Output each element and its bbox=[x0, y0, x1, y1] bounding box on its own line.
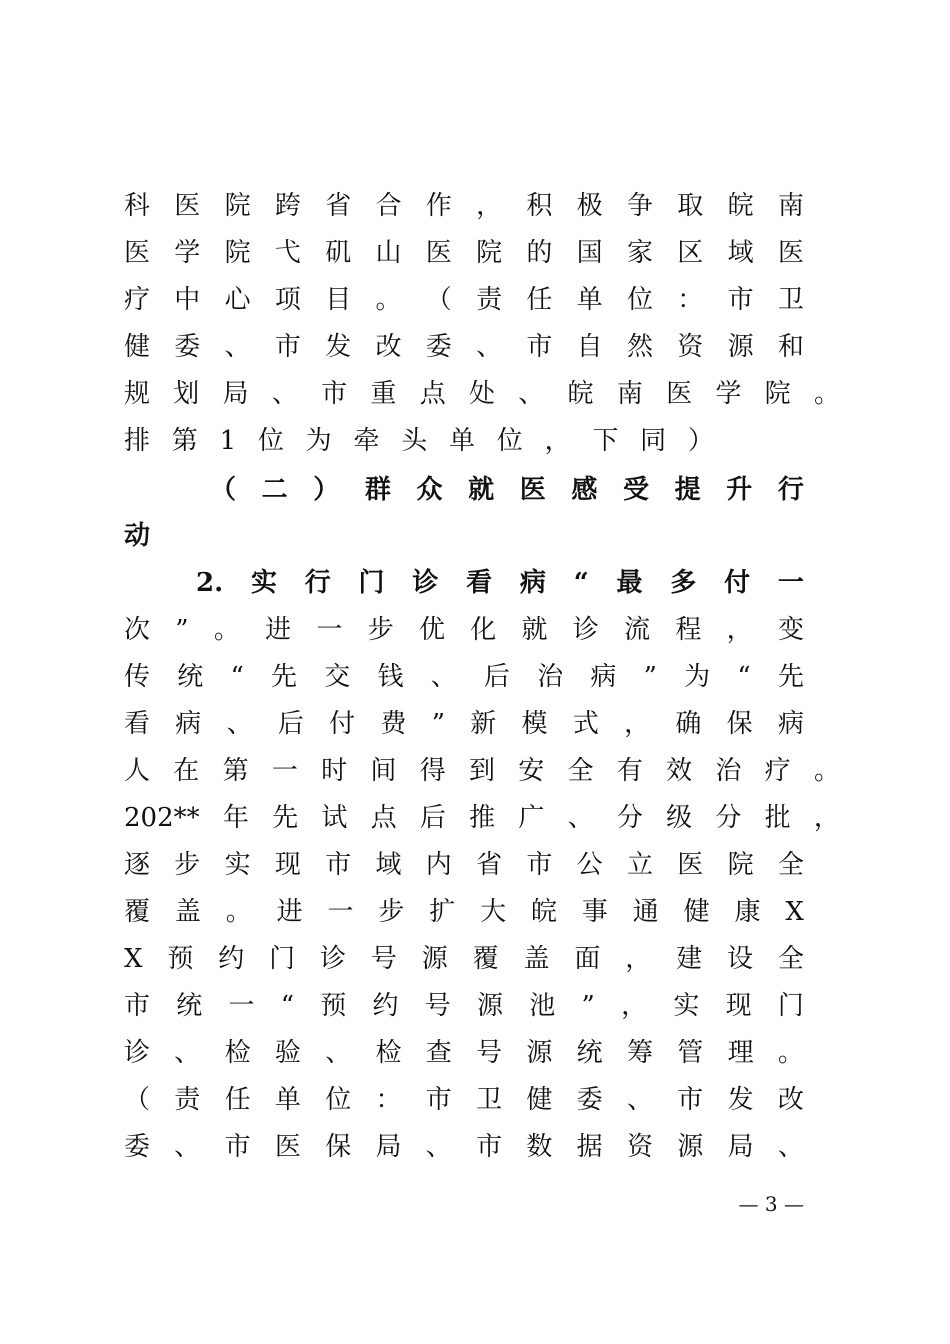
glyph: 健 bbox=[124, 332, 151, 362]
glyph: 头 bbox=[401, 426, 428, 456]
body-line-14 bbox=[124, 798, 840, 838]
glyph: 全 bbox=[567, 756, 594, 786]
glyph: 域 bbox=[375, 850, 402, 880]
body-line-20 bbox=[124, 1080, 804, 1120]
glyph: 费 bbox=[380, 709, 407, 739]
glyph: 大 bbox=[480, 897, 507, 927]
glyph: 2. bbox=[196, 568, 224, 598]
body-line-11 bbox=[124, 657, 804, 697]
glyph: 预 bbox=[320, 991, 347, 1021]
glyph: 项 bbox=[274, 285, 301, 315]
glyph: 市 bbox=[727, 285, 754, 315]
glyph: 院 bbox=[224, 238, 251, 268]
glyph: 行 bbox=[777, 475, 804, 505]
glyph: 。 bbox=[777, 1038, 804, 1068]
glyph: 资 bbox=[626, 1132, 653, 1162]
glyph: 位 bbox=[626, 285, 653, 315]
glyph: 一 bbox=[228, 991, 255, 1021]
glyph: 扩 bbox=[429, 897, 456, 927]
glyph: ， bbox=[625, 944, 652, 974]
glyph: 源 bbox=[727, 332, 754, 362]
glyph: 推 bbox=[469, 803, 496, 833]
glyph: 医 bbox=[519, 475, 546, 505]
glyph: 202** bbox=[124, 803, 200, 833]
glyph: 委 bbox=[124, 1132, 151, 1162]
glyph: ， bbox=[813, 803, 840, 833]
glyph: 试 bbox=[321, 803, 348, 833]
glyph: 市 bbox=[325, 850, 352, 880]
glyph: 市 bbox=[124, 991, 151, 1021]
glyph: 化 bbox=[470, 615, 497, 645]
glyph: 改 bbox=[777, 1085, 804, 1115]
glyph: 诊 bbox=[320, 944, 347, 974]
glyph: 域 bbox=[727, 238, 754, 268]
glyph: 排 bbox=[124, 426, 151, 456]
glyph: ” bbox=[175, 615, 189, 645]
glyph: 群 bbox=[364, 475, 391, 505]
item-heading-line bbox=[196, 563, 804, 603]
glyph: 市 bbox=[677, 1085, 704, 1115]
glyph: 流 bbox=[624, 615, 651, 645]
glyph: 。 bbox=[375, 285, 402, 315]
glyph: 验 bbox=[274, 1038, 301, 1068]
glyph: 门 bbox=[269, 944, 296, 974]
glyph: 人 bbox=[124, 756, 151, 786]
glyph: 健 bbox=[526, 1085, 553, 1115]
glyph: 院 bbox=[727, 850, 754, 880]
body-line-13 bbox=[124, 751, 840, 791]
glyph: 院 bbox=[224, 191, 251, 221]
glyph: 南 bbox=[616, 379, 643, 409]
glyph: 市 bbox=[224, 1132, 251, 1162]
glyph: 同 bbox=[640, 426, 667, 456]
glyph: 科 bbox=[124, 191, 151, 221]
glyph: 源 bbox=[477, 991, 504, 1021]
glyph: X bbox=[124, 944, 143, 974]
glyph: 规 bbox=[124, 379, 151, 409]
glyph: 批 bbox=[764, 803, 791, 833]
glyph: ， bbox=[624, 709, 651, 739]
glyph: 治 bbox=[537, 662, 564, 692]
glyph: 市 bbox=[476, 1132, 503, 1162]
glyph: 医 bbox=[124, 238, 151, 268]
glyph: 病 bbox=[519, 568, 546, 598]
glyph: 第 bbox=[171, 426, 198, 456]
glyph: 皖 bbox=[727, 191, 754, 221]
glyph: 级 bbox=[666, 803, 693, 833]
glyph: 发 bbox=[325, 332, 352, 362]
glyph: 号 bbox=[424, 991, 451, 1021]
glyph: 通 bbox=[632, 897, 659, 927]
glyph: 为 bbox=[684, 662, 711, 692]
glyph: 行 bbox=[304, 568, 331, 598]
glyph: 有 bbox=[616, 756, 643, 786]
glyph: 次 bbox=[124, 615, 151, 645]
glyph: 管 bbox=[677, 1038, 704, 1068]
glyph: 划 bbox=[173, 379, 200, 409]
glyph: 学 bbox=[174, 238, 201, 268]
glyph: （ bbox=[124, 1085, 151, 1115]
glyph: 保 bbox=[726, 709, 753, 739]
body-line-2 bbox=[124, 233, 804, 273]
glyph: 心 bbox=[224, 285, 251, 315]
glyph: 牵 bbox=[353, 426, 380, 456]
glyph: 受 bbox=[623, 475, 650, 505]
glyph: 院 bbox=[476, 238, 503, 268]
glyph: 盖 bbox=[174, 897, 201, 927]
glyph: 位 bbox=[496, 426, 523, 456]
glyph: 理 bbox=[727, 1038, 754, 1068]
glyph: 覆 bbox=[124, 897, 151, 927]
glyph: 病 bbox=[777, 709, 804, 739]
glyph: 后 bbox=[419, 803, 446, 833]
glyph: 市 bbox=[274, 332, 301, 362]
glyph: 现 bbox=[725, 991, 752, 1021]
glyph: 先 bbox=[777, 662, 804, 692]
glyph: 盖 bbox=[523, 944, 550, 974]
body-line-17 bbox=[124, 939, 804, 979]
glyph: 模 bbox=[521, 709, 548, 739]
glyph: 矶 bbox=[325, 238, 352, 268]
glyph: 南 bbox=[777, 191, 804, 221]
glyph: 积 bbox=[526, 191, 553, 221]
glyph: 变 bbox=[777, 615, 804, 645]
glyph: ： bbox=[677, 285, 704, 315]
glyph: 程 bbox=[675, 615, 702, 645]
glyph: 一 bbox=[777, 568, 804, 598]
glyph: 时 bbox=[321, 756, 348, 786]
glyph: 先 bbox=[272, 803, 299, 833]
glyph: 、 bbox=[224, 332, 251, 362]
glyph: 查 bbox=[425, 1038, 452, 1068]
glyph: 委 bbox=[576, 1085, 603, 1115]
glyph: 号 bbox=[476, 1038, 503, 1068]
glyph: 、 bbox=[626, 1085, 653, 1115]
body-line-1 bbox=[124, 186, 804, 226]
glyph: 然 bbox=[626, 332, 653, 362]
glyph: 单 bbox=[576, 285, 603, 315]
glyph: 实 bbox=[673, 991, 700, 1021]
glyph: 任 bbox=[526, 285, 553, 315]
glyph: 、 bbox=[518, 379, 545, 409]
glyph: 效 bbox=[666, 756, 693, 786]
glyph: 检 bbox=[224, 1038, 251, 1068]
glyph: 步 bbox=[174, 850, 201, 880]
glyph: 点 bbox=[419, 379, 446, 409]
glyph: （ bbox=[210, 475, 237, 505]
glyph: 的 bbox=[526, 238, 553, 268]
glyph: 后 bbox=[277, 709, 304, 739]
glyph: 源 bbox=[677, 1132, 704, 1162]
glyph: 就 bbox=[521, 615, 548, 645]
body-line-6 bbox=[124, 421, 714, 461]
glyph: 门 bbox=[777, 991, 804, 1021]
glyph: 位 bbox=[325, 1085, 352, 1115]
glyph: 全 bbox=[777, 944, 804, 974]
body-line-15 bbox=[124, 845, 804, 885]
glyph: 门 bbox=[358, 568, 385, 598]
body-line-21 bbox=[124, 1127, 804, 1167]
glyph: ， bbox=[544, 426, 571, 456]
glyph: 传 bbox=[124, 662, 151, 692]
glyph: 一 bbox=[271, 756, 298, 786]
glyph: 市 bbox=[321, 379, 348, 409]
glyph: 先 bbox=[270, 662, 297, 692]
glyph: 分 bbox=[715, 803, 742, 833]
glyph: 局 bbox=[222, 379, 249, 409]
glyph: ” bbox=[431, 709, 445, 739]
glyph: 约 bbox=[372, 991, 399, 1021]
glyph: 进 bbox=[265, 615, 292, 645]
glyph: 交 bbox=[324, 662, 351, 692]
glyph: 重 bbox=[370, 379, 397, 409]
glyph: 责 bbox=[174, 1085, 201, 1115]
glyph: 跨 bbox=[274, 191, 301, 221]
glyph: 目 bbox=[325, 285, 352, 315]
glyph: ， bbox=[476, 191, 503, 221]
glyph: ： bbox=[375, 1085, 402, 1115]
glyph: 众 bbox=[416, 475, 443, 505]
glyph: 院 bbox=[764, 379, 791, 409]
glyph: 治 bbox=[715, 756, 742, 786]
glyph: 1 bbox=[219, 426, 237, 456]
glyph: 设 bbox=[727, 944, 754, 974]
glyph: 。 bbox=[213, 615, 240, 645]
glyph: 自 bbox=[576, 332, 603, 362]
glyph: 、 bbox=[325, 1038, 352, 1068]
body-line-16 bbox=[124, 892, 804, 932]
glyph: 号 bbox=[370, 944, 397, 974]
glyph: 一 bbox=[316, 615, 343, 645]
glyph: 就 bbox=[468, 475, 495, 505]
glyph: 区 bbox=[677, 238, 704, 268]
glyph: 感 bbox=[571, 475, 598, 505]
glyph: 皖 bbox=[567, 379, 594, 409]
body-line-12 bbox=[124, 704, 804, 744]
glyph: 步 bbox=[367, 615, 394, 645]
glyph: 、 bbox=[226, 709, 253, 739]
glyph: 全 bbox=[777, 850, 804, 880]
glyph: 广 bbox=[518, 803, 545, 833]
glyph: 数 bbox=[526, 1132, 553, 1162]
glyph: 。 bbox=[225, 897, 252, 927]
glyph: （ bbox=[425, 285, 452, 315]
glyph: 进 bbox=[276, 897, 303, 927]
glyph: 第 bbox=[222, 756, 249, 786]
section-heading-line-2: 动 bbox=[124, 521, 151, 551]
glyph: 据 bbox=[576, 1132, 603, 1162]
glyph: 责 bbox=[476, 285, 503, 315]
glyph: 确 bbox=[675, 709, 702, 739]
glyph: 筹 bbox=[626, 1038, 653, 1068]
glyph: 步 bbox=[378, 897, 405, 927]
body-line-18 bbox=[124, 986, 804, 1026]
glyph: 建 bbox=[676, 944, 703, 974]
glyph: 省 bbox=[325, 191, 352, 221]
glyph: “ bbox=[573, 568, 589, 598]
glyph: 升 bbox=[726, 475, 753, 505]
glyph: 国 bbox=[576, 238, 603, 268]
glyph: 统 bbox=[176, 991, 203, 1021]
glyph: 下 bbox=[592, 426, 619, 456]
glyph: 局 bbox=[375, 1132, 402, 1162]
glyph: 统 bbox=[576, 1038, 603, 1068]
glyph: 公 bbox=[576, 850, 603, 880]
glyph: 、 bbox=[425, 1132, 452, 1162]
glyph: “ bbox=[737, 662, 751, 692]
glyph: 安 bbox=[518, 756, 545, 786]
glyph: 处 bbox=[468, 379, 495, 409]
glyph: 争 bbox=[626, 191, 653, 221]
glyph: 逐 bbox=[124, 850, 151, 880]
glyph: 、 bbox=[271, 379, 298, 409]
glyph: 保 bbox=[325, 1132, 352, 1162]
glyph: 覆 bbox=[472, 944, 499, 974]
glyph: 二 bbox=[261, 475, 288, 505]
glyph: 健 bbox=[683, 897, 710, 927]
glyph: 中 bbox=[174, 285, 201, 315]
glyph: 单 bbox=[449, 426, 476, 456]
glyph: 为 bbox=[305, 426, 332, 456]
page-number: — 3 — bbox=[738, 1192, 804, 1216]
glyph: 内 bbox=[425, 850, 452, 880]
body-line-10 bbox=[124, 610, 804, 650]
glyph: 到 bbox=[468, 756, 495, 786]
glyph: 、 bbox=[174, 1038, 201, 1068]
glyph: 和 bbox=[777, 332, 804, 362]
glyph: 医 bbox=[425, 238, 452, 268]
glyph: 改 bbox=[375, 332, 402, 362]
glyph: 立 bbox=[626, 850, 653, 880]
glyph: 看 bbox=[124, 709, 151, 739]
glyph: ” bbox=[643, 662, 657, 692]
glyph: 约 bbox=[218, 944, 245, 974]
glyph: 、 bbox=[430, 662, 457, 692]
glyph: 合 bbox=[375, 191, 402, 221]
glyph: X bbox=[785, 897, 804, 927]
glyph: 任 bbox=[224, 1085, 251, 1115]
glyph: 资 bbox=[677, 332, 704, 362]
glyph: 现 bbox=[274, 850, 301, 880]
body-line-4 bbox=[124, 327, 804, 367]
glyph: 在 bbox=[173, 756, 200, 786]
glyph: 预 bbox=[167, 944, 194, 974]
glyph: 优 bbox=[418, 615, 445, 645]
glyph: 付 bbox=[329, 709, 356, 739]
glyph: 得 bbox=[419, 756, 446, 786]
glyph: 家 bbox=[626, 238, 653, 268]
glyph: “ bbox=[280, 991, 295, 1021]
glyph: ， bbox=[726, 615, 753, 645]
glyph: 诊 bbox=[572, 615, 599, 645]
glyph: 弋 bbox=[274, 238, 301, 268]
glyph: 钱 bbox=[377, 662, 404, 692]
body-line-5 bbox=[124, 374, 840, 414]
glyph: 式 bbox=[572, 709, 599, 739]
glyph: ” bbox=[581, 991, 595, 1021]
glyph: 一 bbox=[327, 897, 354, 927]
glyph: 疗 bbox=[124, 285, 151, 315]
glyph: 委 bbox=[174, 332, 201, 362]
glyph: 、 bbox=[174, 1132, 201, 1162]
glyph: 后 bbox=[483, 662, 510, 692]
glyph: 提 bbox=[674, 475, 701, 505]
glyph: 皖 bbox=[531, 897, 558, 927]
glyph: 源 bbox=[526, 1038, 553, 1068]
glyph: 发 bbox=[727, 1085, 754, 1115]
glyph: 取 bbox=[677, 191, 704, 221]
glyph: 实 bbox=[224, 850, 251, 880]
glyph: 市 bbox=[425, 1085, 452, 1115]
glyph: 山 bbox=[375, 238, 402, 268]
glyph: 市 bbox=[526, 850, 553, 880]
glyph: 局 bbox=[727, 1132, 754, 1162]
glyph: 分 bbox=[616, 803, 643, 833]
glyph: 医 bbox=[677, 850, 704, 880]
section-heading-line-1 bbox=[210, 470, 804, 510]
glyph: 新 bbox=[470, 709, 497, 739]
glyph: 。 bbox=[813, 756, 840, 786]
glyph: 学 bbox=[715, 379, 742, 409]
glyph: 市 bbox=[526, 332, 553, 362]
glyph: 卫 bbox=[476, 1085, 503, 1115]
glyph: 病 bbox=[175, 709, 202, 739]
glyph: 诊 bbox=[124, 1038, 151, 1068]
glyph: 统 bbox=[177, 662, 204, 692]
glyph: 极 bbox=[576, 191, 603, 221]
glyph: 、 bbox=[777, 1132, 804, 1162]
glyph: 作 bbox=[425, 191, 452, 221]
glyph: 看 bbox=[466, 568, 493, 598]
glyph: 医 bbox=[174, 191, 201, 221]
glyph: 单 bbox=[274, 1085, 301, 1115]
glyph: 卫 bbox=[777, 285, 804, 315]
glyph: 点 bbox=[370, 803, 397, 833]
glyph: 、 bbox=[567, 803, 594, 833]
glyph: 医 bbox=[274, 1132, 301, 1162]
glyph: ， bbox=[621, 991, 648, 1021]
glyph: 间 bbox=[370, 756, 397, 786]
glyph: 事 bbox=[581, 897, 608, 927]
glyph: 付 bbox=[724, 568, 751, 598]
glyph: 疗 bbox=[764, 756, 791, 786]
glyph: ） bbox=[313, 475, 340, 505]
glyph: ） bbox=[687, 426, 714, 456]
glyph: 。 bbox=[813, 379, 840, 409]
glyph: 位 bbox=[257, 426, 284, 456]
glyph: 面 bbox=[574, 944, 601, 974]
glyph: 池 bbox=[529, 991, 556, 1021]
body-line-19 bbox=[124, 1033, 804, 1073]
glyph: 省 bbox=[476, 850, 503, 880]
glyph: 医 bbox=[666, 379, 693, 409]
glyph: “ bbox=[230, 662, 244, 692]
glyph: 诊 bbox=[412, 568, 439, 598]
glyph: 实 bbox=[250, 568, 277, 598]
glyph: 最 bbox=[616, 568, 643, 598]
body-line-3 bbox=[124, 280, 804, 320]
glyph: 年 bbox=[222, 803, 249, 833]
glyph: 委 bbox=[425, 332, 452, 362]
glyph: 检 bbox=[375, 1038, 402, 1068]
glyph: 病 bbox=[590, 662, 617, 692]
glyph: 源 bbox=[421, 944, 448, 974]
glyph: 医 bbox=[777, 238, 804, 268]
glyph: 康 bbox=[734, 897, 761, 927]
glyph: 、 bbox=[476, 332, 503, 362]
glyph: 多 bbox=[670, 568, 697, 598]
